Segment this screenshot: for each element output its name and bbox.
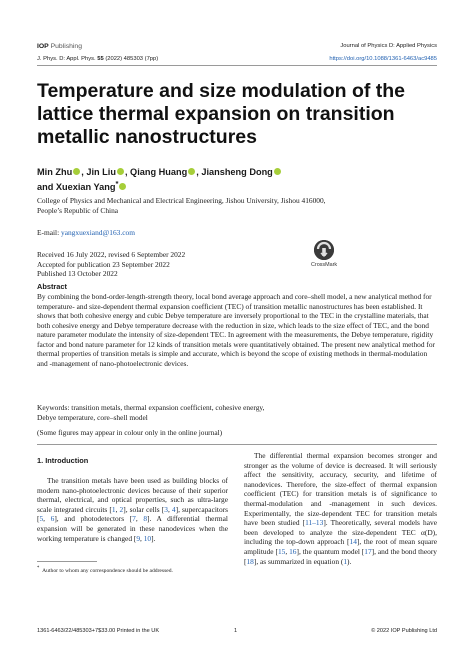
footer-issn: 1361-6463/22/485303+7$33.00 Printed in the UK	[37, 628, 160, 634]
reference-link[interactable]: 15	[277, 546, 286, 556]
article-dates	[37, 250, 185, 279]
intro-right-column: The differential thermal expansion becomes stronger and stronger as the volume of device is decreased. It will seriously affect the sensitivity, accuracy, security, and lifetime of nanodevices. Therefore, the size-effect of thermal expansion coefficient (TEC) for transition metals is of significance to thermal-modulation and -management in such devices. Experimentally, the size-dependent TEC for transition metals have been studied [11–13]. Theoretically, several models have been developed to analyze the size-dependent TEC α(D), including the top-down approach [14], the root of mean square amplitude [15, 16], the quantum model [17], and the bond theory [18], as summarized in equation (1).	[244, 451, 437, 566]
article-title: Temperature and size modulation of the lattice thermal expansion on transition metallic nanostructures	[37, 80, 406, 148]
crossmark-badge[interactable]: CrossMark	[311, 240, 337, 268]
reference-link[interactable]: 2	[119, 504, 124, 514]
reference-link[interactable]: 6	[50, 514, 55, 524]
author-name: Jiansheng Dong	[201, 167, 273, 177]
affiliation: College of Physics and Mechanical and Electrical Engineering, Jishou University, Jishou 416000, People’s Republic of China	[37, 196, 326, 215]
reference-link[interactable]: 18	[246, 556, 254, 566]
received-date: Received 16 July 2022, revised 6 September 2022	[37, 250, 186, 259]
keywords: Keywords: transition metals, thermal expansion coefficient, cohesive energy, Debye temperature, core–shell model	[37, 403, 265, 422]
reference-link[interactable]: 1	[343, 556, 348, 566]
introduction-heading: 1. Introduction	[37, 456, 89, 465]
author-name: Xuexian Yang	[55, 182, 116, 193]
orcid-icon[interactable]	[119, 183, 126, 190]
publisher-logo: IOP Publishing	[37, 43, 82, 50]
footnote-rule	[37, 561, 97, 562]
header-divider	[37, 65, 437, 66]
orcid-icon[interactable]	[274, 168, 281, 175]
reference-link[interactable]: 4	[171, 504, 176, 514]
published-date: Published 13 October 2022	[37, 269, 118, 279]
reference-link[interactable]: 16	[289, 546, 297, 556]
author-name: Jin Liu	[86, 167, 116, 177]
author-list: Min Zhu , Jin Liu , Qiang Huang , Jiansheng Dong and Xuexian Yang*	[37, 166, 437, 193]
reference-link[interactable]: 7	[132, 514, 136, 524]
footer-copyright: © 2022 IOP Publishing Ltd	[371, 628, 437, 634]
reference-link[interactable]: 9	[136, 533, 141, 543]
orcid-icon[interactable]	[117, 168, 124, 175]
accepted-date: Accepted for publication 23 September 2022	[37, 259, 170, 269]
footnote: * Author to whom any correspondence should be addressed.	[37, 561, 228, 574]
reference-link[interactable]: 10	[143, 533, 152, 543]
doi-link[interactable]: https://doi.org/10.1088/1361-6463/ac9485	[329, 56, 437, 62]
reference-link[interactable]: 8	[143, 514, 148, 524]
abstract-text: By combining the bond-order-length-strength theory, local bond average approach and core–shell model, a new analytical method for temperature- and size-dependent thermal expansion coefficient (TEC) of transition metallic nanostructures has been established. It shows that both cohesive energy and cubic Debye temperature are inversely proportional to the TEC in the crystalline materials, that both cohesive energy and Debye temperature decrease with the reduction in size, which leads to the size effect of TEC, and the bond nature parameter modulate the intensity of size-dependent TEC. In agreement with the measurements, the Debye temperature, rigidity factor and bond nature parameter for 12 kinds of transition metals were quantitatively obtained. The present new analytical method for thermal properties of transition metals is simple and accurate, which is beyond the scope of existing methods in thermal-modulation and -management of nano-photoelectronic devices.	[37, 292, 436, 368]
orcid-icon[interactable]	[188, 168, 195, 175]
orcid-icon[interactable]	[73, 168, 80, 175]
reference-link[interactable]: 11–13	[305, 518, 324, 528]
citation: J. Phys. D: Appl. Phys. 55 (2022) 485303 (7pp)	[37, 56, 159, 62]
crossmark-icon	[314, 240, 334, 260]
reference-link[interactable]: 3	[164, 504, 168, 514]
section-divider	[37, 444, 437, 445]
page-number: 1	[234, 628, 238, 634]
email-line: E-mail: yangxuexiand@163.com	[37, 228, 135, 237]
author-name: Qiang Huang	[130, 167, 188, 177]
reference-link[interactable]: 1	[111, 504, 116, 514]
journal-name: Journal of Physics D: Applied Physics	[340, 43, 437, 49]
reference-link[interactable]: 17	[364, 546, 372, 556]
colour-note: (Some figures may appear in colour only in the online journal)	[37, 428, 223, 437]
intro-left-column: The transition metals have been used as building blocks of modern nano-photoelectronic devices because of their superior thermal, electrical, and optical properties, such as ultra-large scale integrated circuits [1, 2], solar cells [3, 4], supercapacitors [5, 6], and photodetectors [7, 8]. A differential thermal expansion will be generated in these nanodevices when the working temperature is changed [9, 10].	[37, 476, 229, 543]
author-name: Min Zhu	[37, 167, 73, 177]
reference-link[interactable]: 5	[39, 514, 44, 524]
email-link[interactable]: yangxuexiand@163.com	[61, 228, 135, 237]
abstract-heading: Abstract	[37, 282, 67, 291]
reference-link[interactable]: 14	[349, 537, 357, 547]
